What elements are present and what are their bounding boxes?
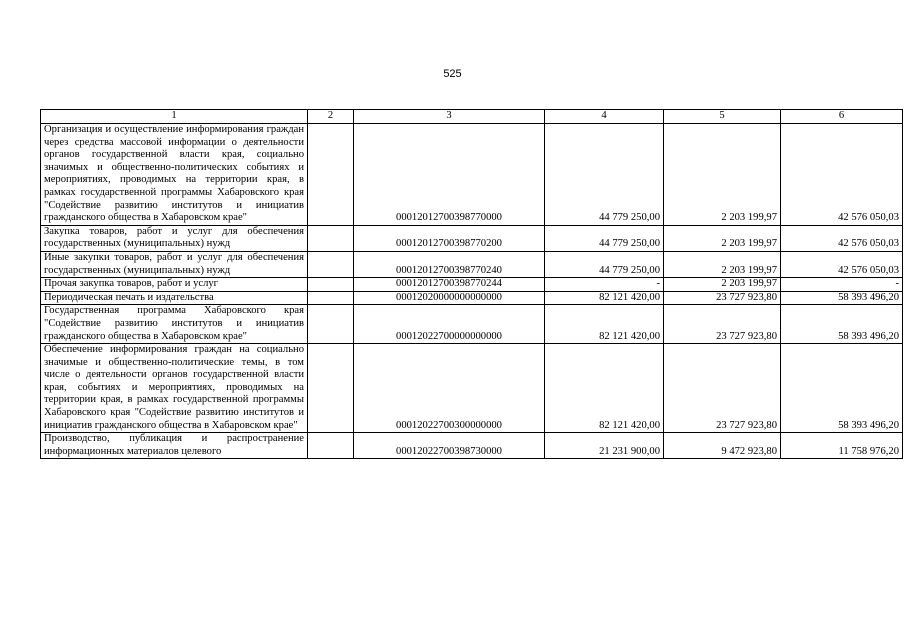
row-unexecuted-cell: 58 393 496,20 [781,305,903,344]
table-row [41,124,903,226]
row-code-cell: 00012012700398770240 [354,251,545,277]
header-cell-4: 4 [545,110,664,124]
row-unexecuted-cell: - [781,278,903,292]
budget-table [40,109,903,459]
row-approved-cell: 44 779 250,00 [545,225,664,251]
header-cell-6: 6 [781,110,903,124]
row-name-cell: Организация и осуществление информирования граждан через средства массовой информации о деятельности органов государственной власти края, социально значимых и общественно-политических событиях и мероприятиях, проводимых на территории края, в рамках государственной программы Хабаровского края "Содействие развитию институтов и инициатив гражданского общества в Хабаровском крае" [41,124,308,226]
row-name-cell: Обеспечение информирования граждан на социально значимые и общественно-политические темы, в том числе о деятельности органов государственной власти края, событиях и мероприятиях, проводимых на территории края, в рамках государственной программы Хабаровского края "Содействие развитию институтов и инициатив гражданского общества в Хабаровском крае" [41,344,308,433]
row-col2-cell [308,433,354,459]
row-unexecuted-cell: 42 576 050,03 [781,124,903,226]
row-executed-cell: 2 203 199,97 [664,251,781,277]
table-row [41,433,903,459]
row-col2-cell [308,344,354,433]
row-unexecuted-cell: 58 393 496,20 [781,291,903,305]
row-executed-cell: 23 727 923,80 [664,344,781,433]
row-approved-cell: 44 779 250,00 [545,124,664,226]
row-name-cell: Прочая закупка товаров, работ и услуг [41,278,308,292]
row-unexecuted-cell: 42 576 050,03 [781,251,903,277]
row-approved-cell: 44 779 250,00 [545,251,664,277]
row-executed-cell: 2 203 199,97 [664,278,781,292]
row-code-cell: 00012022700000000000 [354,305,545,344]
row-code-cell: 00012012700398770244 [354,278,545,292]
row-code-cell: 00012012700398770000 [354,124,545,226]
header-cell-1: 1 [41,110,308,124]
row-col2-cell [308,291,354,305]
table-row [41,291,903,305]
row-unexecuted-cell: 11 758 976,20 [781,433,903,459]
row-approved-cell: 21 231 900,00 [545,433,664,459]
row-executed-cell: 23 727 923,80 [664,291,781,305]
header-cell-2: 2 [308,110,354,124]
row-executed-cell: 9 472 923,80 [664,433,781,459]
page-number: 525 [443,68,462,80]
row-code-cell: 00012022700300000000 [354,344,545,433]
row-code-cell: 00012020000000000000 [354,291,545,305]
row-unexecuted-cell: 42 576 050,03 [781,225,903,251]
table-row [41,344,903,433]
header-cell-5: 5 [664,110,781,124]
row-name-cell: Производство, публикация и распространение информационных материалов целевого [41,433,308,459]
row-col2-cell [308,278,354,292]
header-cell-3: 3 [354,110,545,124]
table-header-row [41,110,903,124]
row-code-cell: 00012022700398730000 [354,433,545,459]
row-name-cell: Иные закупки товаров, работ и услуг для обеспечения государственных (муниципальных) нужд [41,251,308,277]
row-approved-cell: 82 121 420,00 [545,305,664,344]
table-row [41,251,903,277]
table-row [41,305,903,344]
row-col2-cell [308,124,354,226]
table-row [41,225,903,251]
row-col2-cell [308,305,354,344]
row-approved-cell: - [545,278,664,292]
row-executed-cell: 23 727 923,80 [664,305,781,344]
row-name-cell: Периодическая печать и издательства [41,291,308,305]
row-name-cell: Государственная программа Хабаровского края "Содействие развитию институтов и инициатив гражданского общества в Хабаровском крае" [41,305,308,344]
table-row [41,278,903,292]
row-col2-cell [308,225,354,251]
row-unexecuted-cell: 58 393 496,20 [781,344,903,433]
row-name-cell: Закупка товаров, работ и услуг для обеспечения государственных (муниципальных) нужд [41,225,308,251]
row-col2-cell [308,251,354,277]
row-code-cell: 00012012700398770200 [354,225,545,251]
row-executed-cell: 2 203 199,97 [664,225,781,251]
row-approved-cell: 82 121 420,00 [545,291,664,305]
row-approved-cell: 82 121 420,00 [545,344,664,433]
row-executed-cell: 2 203 199,97 [664,124,781,226]
